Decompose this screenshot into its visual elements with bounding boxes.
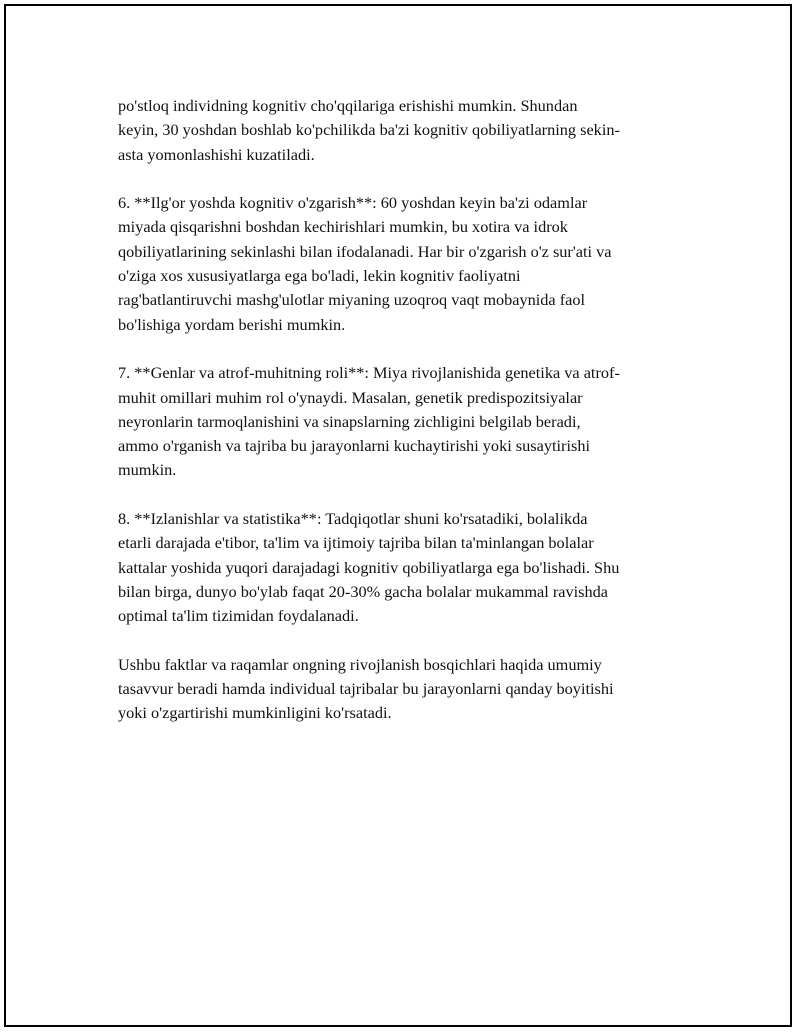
text-line: qobiliyatlarining sekinlashi bilan ifodalanadi. Har bir o'zgarish o'z sur'ati va [118, 241, 612, 261]
document-body [118, 94, 698, 750]
paragraph-conclusion [118, 653, 698, 726]
text-line: bo'lishiga yordam berishi mumkin. [118, 314, 346, 334]
text-line: rag'batlantiruvchi mashg'ulotlar miyaning uzoqroq vaqt mobaynida faol [118, 290, 586, 310]
text-line: 7. **Genlar va atrof-muhitning roli**: Miya rivojlanishida genetika va atrof- [118, 363, 620, 383]
text-line: miyada qisqarishni boshdan kechirishlari mumkin, bu xotira va idrok [118, 217, 568, 237]
text-line: asta yomonlashishi kuzatiladi. [118, 144, 315, 164]
text-line: etarli darajada e'tibor, ta'lim va ijtimoiy tajriba bilan ta'minlangan bolalar [118, 533, 594, 553]
text-line: optimal ta'lim tizimidan foydalanadi. [118, 606, 359, 626]
text-line: 6. **Ilg'or yoshda kognitiv o'zgarish**: 60 yoshdan keyin ba'zi odamlar [118, 193, 588, 213]
text-line: bilan birga, dunyo bo'ylab faqat 20-30% gacha bolalar mukammal ravishda [118, 581, 609, 601]
document-page [4, 4, 792, 1027]
text-line: 8. **Izlanishlar va statistika**: Tadqiqotlar shuni ko'rsatadiki, bolalikda [118, 509, 588, 529]
text-line: Ushbu faktlar va raqamlar ongning rivojlanish bosqichlari haqida umumiy [118, 654, 602, 674]
text-line: keyin, 30 yoshdan boshlab ko'pchilikda ba'zi kognitiv qobiliyatlarning sekin- [118, 120, 620, 140]
text-line: kattalar yoshida yuqori darajadagi kognitiv qobiliyatlarga ega bo'lishadi. Shu [118, 557, 620, 577]
paragraph-item-6 [118, 191, 698, 337]
text-line: ammo o'rganish va tajriba bu jarayonlarni kuchaytirishi yoki susaytirishi [118, 436, 590, 456]
paragraph-item-7 [118, 361, 698, 482]
text-line: tasavvur beradi hamda individual tajribalar bu jarayonlarni qanday boyitishi [118, 679, 614, 699]
text-line: po'stloq individning kognitiv cho'qqilariga erishishi mumkin. Shundan [118, 96, 578, 115]
text-line: neyronlarin tarmoqlanishini va sinapslarning zichligini belgilab beradi, [118, 411, 581, 431]
text-line: muhit omillari muhim rol o'ynaydi. Masalan, genetik predispozitsiyalar [118, 387, 583, 407]
text-line: o'ziga xos xususiyatlarga ega bo'ladi, lekin kognitiv faoliyatni [118, 266, 521, 286]
paragraph-item-8 [118, 507, 698, 628]
paragraph-cortex-peak [118, 94, 698, 167]
text-line: yoki o'zgartirishi mumkinligini ko'rsatadi. [118, 703, 392, 723]
text-line: mumkin. [118, 460, 177, 480]
